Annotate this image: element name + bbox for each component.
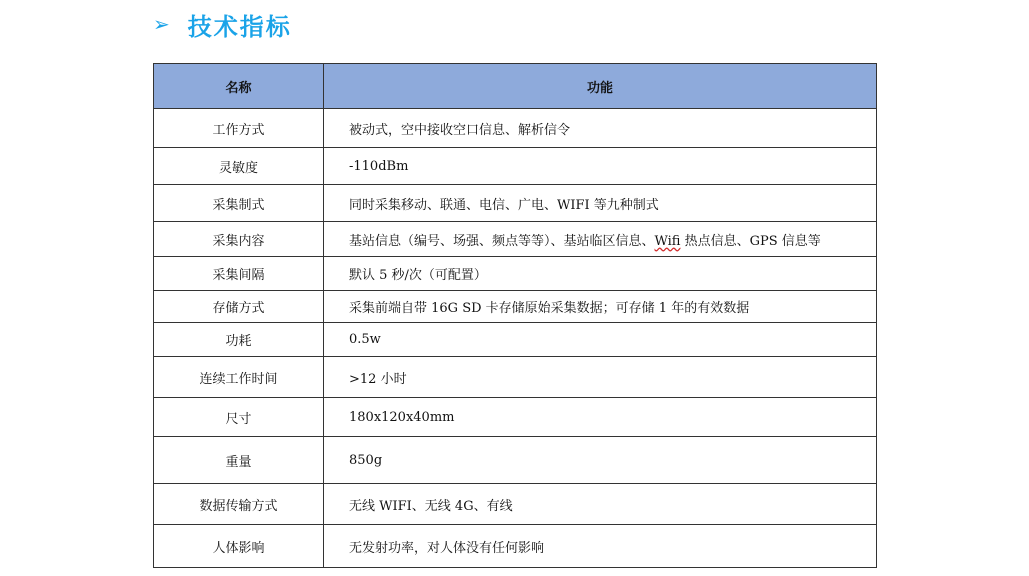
spellcheck-flagged-word: Wifi <box>654 233 681 249</box>
row-value: 180x120x40mm <box>324 398 877 437</box>
row-value <box>324 222 877 257</box>
row-value: 0.5w <box>324 323 877 357</box>
row-value: 无线 WIFI、无线 4G、有线 <box>324 484 877 525</box>
row-name: 数据传输方式 <box>154 484 324 525</box>
row-value: 默认 5 秒/次（可配置） <box>324 257 877 291</box>
table-row <box>154 185 877 222</box>
row-name: 连续工作时间 <box>154 357 324 398</box>
row-value: -110dBm <box>324 148 877 185</box>
row-value: 850g <box>324 437 877 484</box>
row-name: 人体影响 <box>154 525 324 568</box>
row-value: 无发射功率，对人体没有任何影响 <box>324 525 877 568</box>
table-row <box>154 525 877 568</box>
row-name: 采集内容 <box>154 222 324 257</box>
row-name: 功耗 <box>154 323 324 357</box>
row-value-part: 基站信息（编号、场强、频点等等）、基站临区信息、 <box>349 233 655 249</box>
row-value: 被动式，空中接收空口信息、解析信令 <box>324 109 877 148</box>
row-name: 工作方式 <box>154 109 324 148</box>
table-row <box>154 222 877 257</box>
table-row <box>154 323 877 357</box>
row-name: 尺寸 <box>154 398 324 437</box>
row-value: 同时采集移动、联通、电信、广电、WIFI 等九种制式 <box>324 185 877 222</box>
table-row <box>154 437 877 484</box>
table-row <box>154 257 877 291</box>
table-row <box>154 484 877 525</box>
row-value: 采集前端自带 16G SD 卡存储原始采集数据；可存储 1 年的有效数据 <box>324 291 877 323</box>
table-row <box>154 148 877 185</box>
arrow-bullet-icon: ➢ <box>153 12 170 36</box>
table-row <box>154 291 877 323</box>
row-name: 重量 <box>154 437 324 484</box>
table-row <box>154 398 877 437</box>
section-title: 技术指标 <box>187 12 292 41</box>
row-value: >12 小时 <box>324 357 877 398</box>
row-value-part: 热点信息、GPS 信息等 <box>680 233 821 249</box>
table-header-row <box>154 64 877 109</box>
row-name: 灵敏度 <box>154 148 324 185</box>
section-heading <box>153 6 292 42</box>
spec-table <box>153 63 877 568</box>
column-header-name: 名称 <box>154 64 324 109</box>
row-name: 采集制式 <box>154 185 324 222</box>
table-row <box>154 357 877 398</box>
row-name: 采集间隔 <box>154 257 324 291</box>
table-row <box>154 109 877 148</box>
column-header-function: 功能 <box>324 64 877 109</box>
row-name: 存储方式 <box>154 291 324 323</box>
